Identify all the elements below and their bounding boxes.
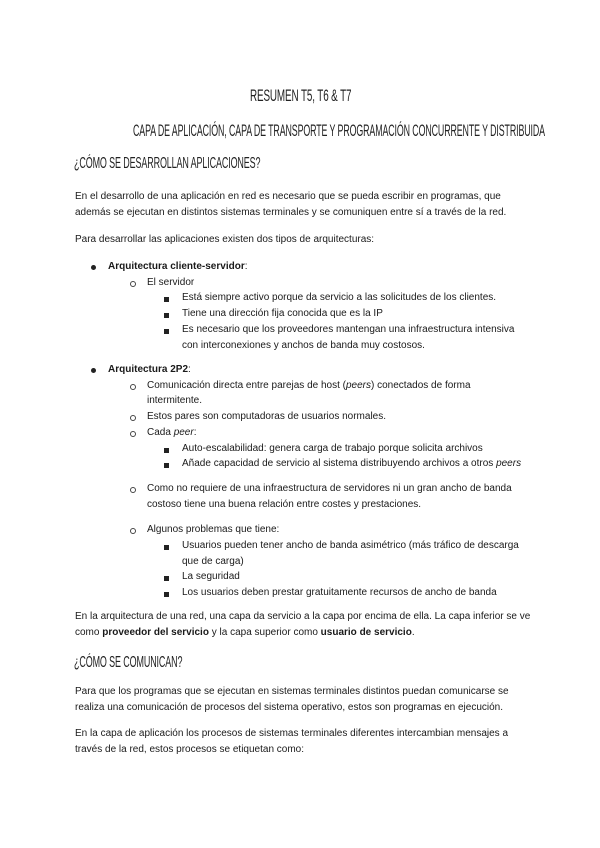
list-item [182,458,521,470]
list-item-continued: intermitente. [147,395,203,406]
bold-text: Arquitectura 2P2 [108,364,189,375]
circle-bullet-icon [130,281,136,287]
paragraph-line [75,627,415,639]
text: : [188,364,191,375]
list-item: Algunos problemas que tiene: [147,524,280,535]
paragraph-line: En el desarrollo de una aplicación en red es necesario que se pueda escribir en programas, que [75,191,501,202]
list-item [108,364,191,376]
list-item: Los usuarios deben prestar gratuitamente recursos de ancho de banda [182,587,497,598]
circle-bullet-icon [130,431,136,437]
list-item: La seguridad [182,571,240,582]
text: Añade capacidad de servicio al sistema distribuyendo archivos a otros [182,458,497,469]
document-title: RESUMEN T5, T6 & T7 [250,86,352,105]
bold-text: Arquitectura cliente-servidor [108,261,245,272]
list-item: Está siempre activo porque da servicio a las solicitudes de los clientes. [182,292,497,303]
text: : [193,427,197,438]
list-item: Usuarios pueden tener ancho de banda asimétrico (más tráfico de descarga [182,540,519,551]
square-bullet-icon [164,297,169,302]
paragraph-line: Para que los programas que se ejecutan en sistemas terminales distintos puedan comunicarse se [75,686,509,697]
text: : [244,261,248,272]
circle-bullet-icon [130,415,136,421]
circle-bullet-icon [130,487,136,493]
list-item-continued: con interconexiones y anchos de banda muy costosos. [182,340,425,351]
bold-text: usuario de servicio [320,627,412,638]
paragraph-line: En la capa de aplicación los procesos de sistemas terminales diferentes intercambian mensajes a [75,728,509,739]
square-bullet-icon [164,313,169,318]
square-bullet-icon [164,463,169,468]
section-heading: ¿CÓMO SE DESARROLLAN APLICACIONES? [74,155,261,172]
text: . [411,627,415,638]
bullet-icon [91,368,96,373]
square-bullet-icon [164,576,169,581]
italic-text: peers [346,380,372,391]
document-subtitle: CAPA DE APLICACIÓN, CAPA DE TRANSPORTE Y PROGRAMACIÓN CONCURRENTE Y DISTRIBUIDA [133,121,545,140]
paragraph-line: además se ejecutan en distintos sistemas terminales y se comuniquen entre sí a través de la red. [75,207,507,218]
square-bullet-icon [164,545,169,550]
text: Comunicación directa entre parejas de host ( [147,380,346,391]
paragraph-line: realiza una comunicación de procesos del sistema operativo, estos son programas en ejecución. [75,702,504,713]
list-item: Es necesario que los proveedores mantengan una infraestructura intensiva [182,324,515,335]
italic-text: peers [496,458,522,469]
circle-bullet-icon [130,384,136,390]
list-item: Estos pares son computadoras de usuarios normales. [147,411,387,422]
paragraph-line: En la arquitectura de una red, una capa da servicio a la capa por encima de ella. La capa inferior se ve [75,611,531,622]
list-item: Tiene una dirección fija conocida que es la IP [182,308,383,319]
text: Cada [147,427,174,438]
bold-text: proveedor del servicio [102,627,209,638]
text: ) conectados de forma [371,380,471,391]
circle-bullet-icon [130,528,136,534]
paragraph-line: través de la red, estos procesos se etiquetan como: [75,744,305,755]
list-item: Auto-escalabilidad: genera carga de trabajo porque solicita archivos [182,443,483,454]
text: y la capa superior como [208,627,321,638]
square-bullet-icon [164,592,169,597]
list-item: El servidor [147,277,195,288]
list-item: Como no requiere de una infraestructura de servidores ni un gran ancho de banda [147,483,512,494]
list-item-continued: que de carga) [182,556,244,567]
paragraph-line: Para desarrollar las aplicaciones existen dos tipos de arquitecturas: [75,234,375,245]
square-bullet-icon [164,329,169,334]
italic-text: peer [173,427,194,438]
list-item-continued: costoso tiene una buena relación entre costes y prestaciones. [147,499,422,510]
text: como [75,627,103,638]
list-item [147,427,196,439]
section-heading: ¿CÓMO SE COMUNICAN? [74,654,183,671]
bullet-icon [91,265,96,270]
list-item [108,261,248,273]
square-bullet-icon [164,448,169,453]
list-item [147,380,471,392]
